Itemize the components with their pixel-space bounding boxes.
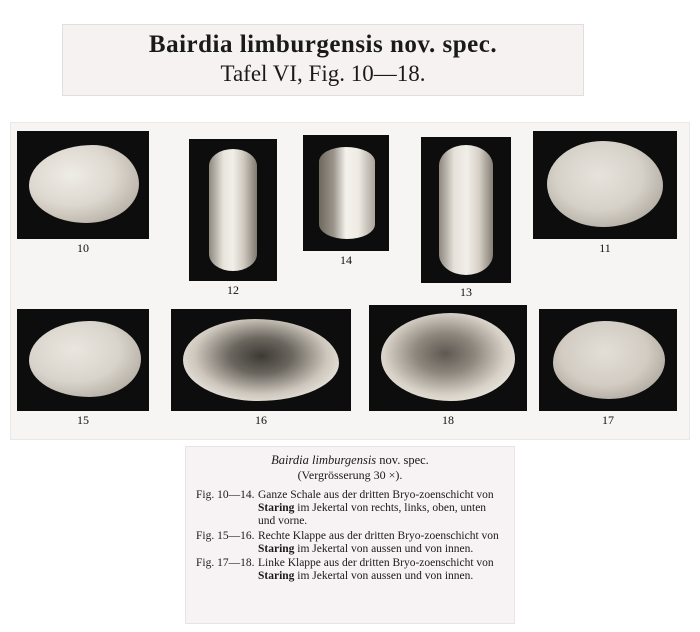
- legend-entry-text-after: im Jekertal von aussen und von innen.: [294, 570, 474, 583]
- legend-entry: [196, 557, 504, 583]
- figure-18: [369, 305, 527, 431]
- plate-title-species: Bairdia limburgensis nov. spec.: [148, 31, 498, 58]
- plate-image-area: [10, 122, 690, 440]
- figure-11-photo: [533, 131, 677, 239]
- specimen-11: [547, 141, 663, 227]
- specimen-18: [381, 313, 515, 401]
- figure-13-caption: 13: [460, 285, 472, 299]
- figure-10-caption: 10: [77, 241, 89, 255]
- figure-18-photo: [369, 305, 527, 411]
- figure-14-photo: [303, 135, 389, 251]
- figure-legend-block: [185, 446, 515, 624]
- legend-species-line: [196, 453, 504, 468]
- figure-12-caption: 12: [227, 283, 239, 297]
- figure-10-photo: [17, 131, 149, 239]
- legend-entry-range: Fig. 10—14.: [196, 489, 255, 501]
- legend-entry-author: Staring: [258, 542, 295, 555]
- figure-10: [17, 131, 149, 259]
- legend-entry: [196, 530, 504, 556]
- legend-magnification: (Vergrösserung 30 ×).: [297, 468, 403, 482]
- figure-16-photo: [171, 309, 351, 411]
- plate-title-plate-number: Tafel VI, Fig. 10—18.: [220, 61, 426, 86]
- specimen-14: [319, 147, 375, 239]
- specimen-10: [29, 145, 139, 223]
- figure-11: [533, 131, 677, 259]
- figure-18-caption: 18: [442, 413, 454, 427]
- legend-entry-text: [258, 489, 504, 529]
- specimen-13: [439, 145, 493, 275]
- legend-entry-range: Fig. 15—16.: [196, 529, 255, 542]
- legend-species-italic: Bairdia limburgensis: [271, 453, 377, 467]
- plate-title-block: [62, 24, 584, 96]
- figure-12-photo: [189, 139, 277, 281]
- specimen-12: [209, 149, 257, 271]
- legend-entry-text-before: Ganze Schale aus der dritten Bryo-zoenschicht von: [258, 489, 494, 501]
- figure-11-caption: 11: [599, 241, 611, 255]
- figure-15-photo: [17, 309, 149, 411]
- figure-17-photo: [539, 309, 677, 411]
- figure-13: [421, 137, 511, 301]
- legend-entry-text-before: Rechte Klappe aus der dritten Bryo-zoenschicht von: [258, 529, 499, 542]
- figure-16-caption: 16: [255, 413, 267, 427]
- legend-species-rest: nov. spec.: [376, 453, 429, 467]
- specimen-16: [183, 319, 339, 401]
- legend-entry-text: [258, 557, 504, 583]
- figure-12: [189, 139, 277, 299]
- specimen-15: [29, 321, 141, 397]
- legend-entry-author: Staring: [258, 502, 295, 515]
- legend-entry: [196, 489, 504, 529]
- figure-13-photo: [421, 137, 511, 283]
- legend-entry-text-after: im Jekertal von aussen und von innen.: [294, 542, 474, 555]
- figure-17-caption: 17: [602, 413, 614, 427]
- figure-14: [303, 135, 389, 271]
- legend-entry-author: Staring: [258, 570, 295, 583]
- figure-17: [539, 309, 677, 431]
- legend-entry-text-after: im Jekertal von rechts, links, oben, unten und vorne.: [258, 502, 487, 528]
- legend-entry-range: Fig. 17—18.: [196, 557, 255, 570]
- specimen-17: [553, 321, 665, 399]
- legend-entry-text: [258, 530, 504, 556]
- figure-16: [171, 309, 351, 431]
- figure-14-caption: 14: [340, 253, 352, 267]
- legend-entry-text-before: Linke Klappe aus der dritten Bryo-zoenschicht von: [258, 557, 494, 570]
- figure-15: [17, 309, 149, 431]
- figure-15-caption: 15: [77, 413, 89, 427]
